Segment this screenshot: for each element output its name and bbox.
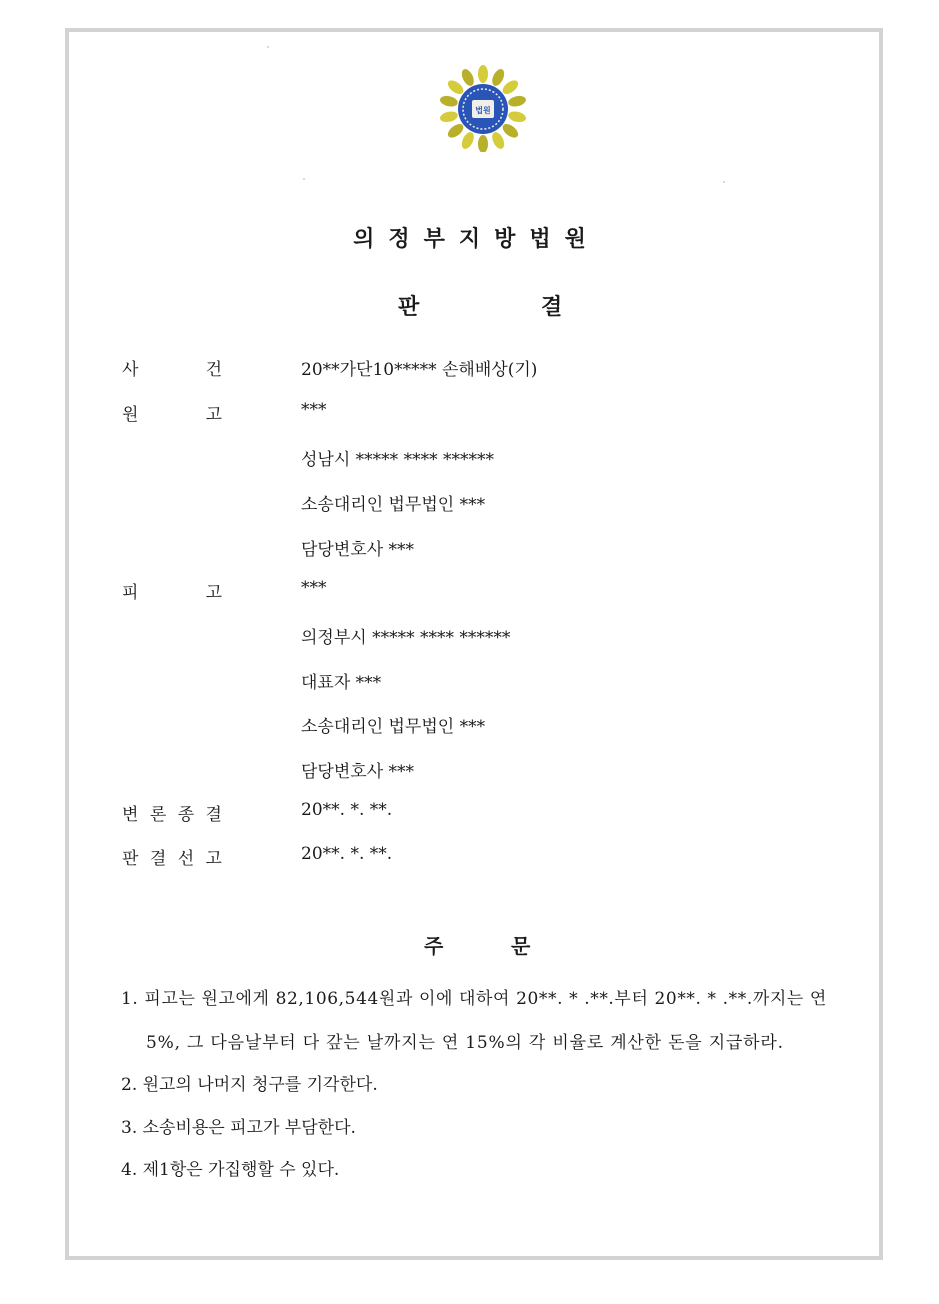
plaintiff-address: 성남시 ***** **** ****** [301, 450, 494, 470]
emblem-petal [459, 130, 476, 151]
field-value-case-number: 20**가단10***** 손해배상(기) [301, 360, 538, 380]
court-emblem-logo [438, 62, 528, 152]
emblem-petal [459, 67, 476, 88]
emblem-petal [490, 130, 507, 151]
field-label-defendant [122, 578, 222, 603]
label-char: 사 [122, 360, 139, 380]
order-item-2: 2. 원고의 나머지 청구를 기각한다. [121, 1075, 378, 1095]
label-char: 론 [149, 805, 167, 825]
order-item-4: 4. 제1항은 가집행할 수 있다. [121, 1160, 340, 1180]
label-char: 고 [205, 583, 222, 603]
plaintiff-counsel-attorney: 담당변호사 *** [301, 540, 415, 560]
label-char: 피 [122, 583, 139, 603]
order-item-1-line-1: 1. 피고는 원고에게 82,106,544원과 이에 대하여 20**. * .**.부터 20**. * .**.까지는 연 [121, 989, 827, 1009]
label-char: 종 [177, 805, 195, 825]
label-char: 고 [205, 849, 222, 869]
order-title-right: 문 [511, 934, 531, 958]
label-char: 건 [205, 360, 222, 380]
document-title-left: 판 [398, 295, 420, 320]
scan-speck [303, 178, 305, 180]
emblem-petal [490, 67, 507, 88]
order-item-3: 3. 소송비용은 피고가 부담한다. [121, 1118, 356, 1138]
label-char: 판 [122, 849, 139, 869]
defendant-address: 의정부시 ***** **** ****** [301, 628, 511, 648]
judgment-date: 20**. *. **. [301, 844, 393, 864]
field-label-hearing-closed [122, 800, 222, 825]
defendant-counsel-firm: 소송대리인 법무법인 *** [301, 717, 486, 737]
document-title-right: 결 [541, 295, 563, 320]
plaintiff-counsel-firm: 소송대리인 법무법인 *** [301, 495, 486, 515]
emblem-petal [478, 135, 488, 152]
emblem-petal [507, 110, 527, 124]
label-char: 결 [205, 805, 222, 825]
label-char: 변 [122, 805, 139, 825]
emblem-petal [507, 94, 527, 108]
label-char: 고 [205, 405, 222, 425]
order-item-1-line-2: 5%, 그 다음날부터 다 갚는 날까지는 연 15%의 각 비율로 계산한 돈을 지급하라. [146, 1033, 784, 1053]
emblem-petal [500, 121, 520, 140]
hearing-closed-date: 20**. *. **. [301, 800, 393, 820]
scan-speck [267, 46, 269, 48]
emblem-petal [439, 94, 459, 108]
defendant-representative: 대표자 *** [301, 673, 382, 693]
plaintiff-name: *** [301, 400, 327, 420]
scan-speck [723, 181, 725, 183]
emblem-petal [500, 78, 520, 97]
label-char: 선 [177, 849, 195, 869]
label-char: 원 [122, 405, 139, 425]
emblem-text: 법원 [475, 106, 491, 115]
emblem-petal [439, 110, 459, 124]
field-label-plaintiff [122, 400, 222, 425]
court-name: 의정부지방법원 [353, 227, 600, 252]
defendant-counsel-attorney: 담당변호사 *** [301, 762, 415, 782]
field-label-judgment-date [122, 844, 222, 869]
defendant-name: *** [301, 578, 327, 598]
emblem-petal [478, 65, 488, 83]
emblem-petal [445, 121, 465, 140]
emblem-petal [445, 78, 465, 97]
field-label-case [122, 355, 222, 380]
order-title-left: 주 [424, 934, 444, 958]
label-char: 결 [149, 849, 167, 869]
